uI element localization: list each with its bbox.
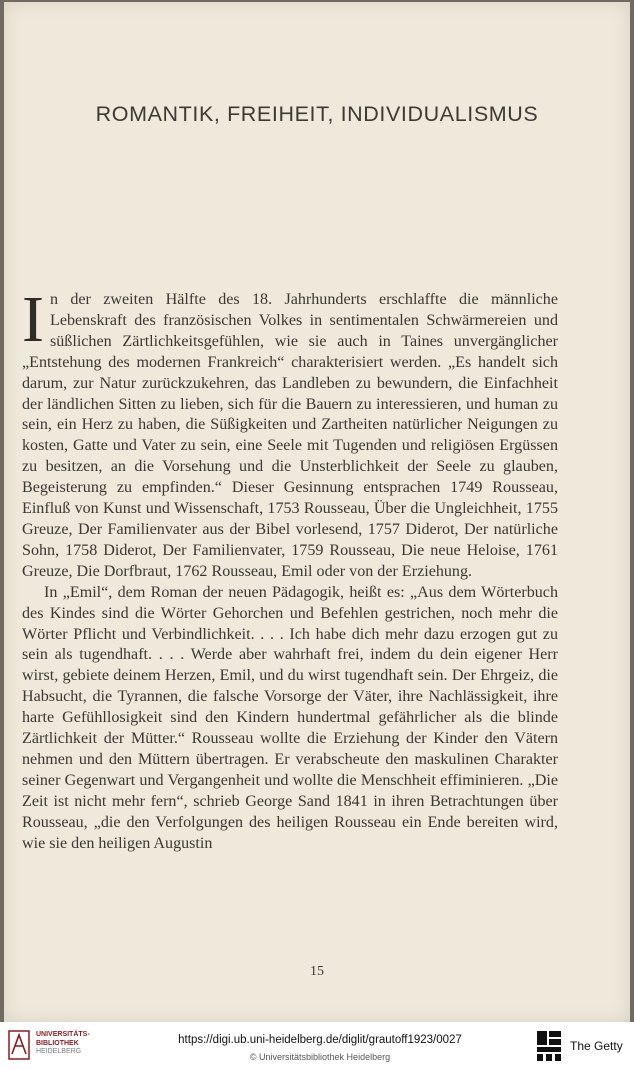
library-name-line-1: UNIVERSITÄTS- bbox=[36, 1031, 90, 1038]
body-text bbox=[22, 283, 558, 854]
copyright-notice: © Universitätsbibliothek Heidelberg bbox=[249, 1052, 391, 1062]
drop-cap: I bbox=[22, 283, 44, 356]
library-name bbox=[36, 1031, 90, 1057]
library-name-line-3: HEIDELBERG bbox=[36, 1048, 82, 1055]
footer-bar bbox=[0, 1022, 634, 1070]
university-library-logo-icon bbox=[8, 1030, 30, 1060]
paragraph-1 bbox=[22, 283, 558, 583]
chapter-title: ROMANTIK, FREIHEIT, INDIVIDUALISMUS bbox=[95, 102, 539, 126]
paragraph-1-text: n der zweiten Hälfte des 18. Jahrhunderts erschlaffte die männliche Lebenskraft des französischen Volkes in sentimentalen Schwärmereien und süßlichen Zärtlichkeitsgefühlen, wie sie auch in Taines unvergänglicher „Entstehung des modernen Frankreich“ charakterisiert werden. „Es handelt sich darum, zur Natur zurückzukehren, das Landleben zu bewundern, die Einfachheit der ländlichen Sitten zu lieben, sich für die Bauern zu interessieren, und human zu sein, ein Herz zu haben, die Süßigkeiten und Zartheiten natürlicher Neigungen zu kosten, Gatte und Vater zu sein, eine Seele mit Tugenden und religiösen Ergüssen zu besitzen, an die Vorsehung und die Unsterblichkeit der Seele zu glauben, Begeisterung zu empfinden.“ Dieser Gesinnung entsprachen 1749 Rousseau, Einfluß von Kunst und Wissenschaft, 1753 Rousseau, Über die Ungleichheit, 1755 Greuze, Der Familienvater aus der Bibel vorlesend, 1757 Diderot, Der natürliche Sohn, 1758 Diderot, Der Familienvater, 1759 Rousseau, Die neue Heloise, 1761 Greuze, Die Dorfbraut, 1762 Rousseau, Emil oder von der Erziehung. bbox=[22, 291, 558, 580]
getty-logo-icon bbox=[536, 1030, 562, 1062]
page-number: 15 bbox=[310, 964, 324, 979]
library-name-line-2: BIBLIOTHEK bbox=[36, 1039, 79, 1047]
book-page bbox=[4, 2, 630, 1022]
source-url-link[interactable]: https://digi.ub.uni-heidelberg.de/diglit/grautoff1923/0027 bbox=[178, 1034, 462, 1046]
getty-name: The Getty bbox=[570, 1039, 623, 1053]
paragraph-2: In „Emil“, dem Roman der neuen Pädagogik, heißt es: „Aus dem Wörterbuch des Kindes sind die Wörter Gehorchen und Befehlen gestrichen, noch mehr die Wörter Pflicht und Verbindlichkeit. . . . Ich habe dich mehr dazu erzogen gut zu sein als tugendhaft. . . . Werde aber wahrhaft frei, indem du dein eigener Herr wirst, gebiete deinem Herzen, Emil, und du wirst tugendhaft sein. Der Ehrgeiz, die Habsucht, die Tyrannen, die falsche Vorsorge der Väter, ihre Nachlässigkeit, ihre harte Gefühllosigkeit sind den Kindern hundertmal gefährlicher als die blinde Zärtlichkeit der Mütter.“ Rousseau wollte die Erziehung der Kinder den Vätern nehmen und den Müttern übertragen. Er verabscheute den maskulinen Charakter seiner Gegenwart und Vergangenheit und wollte die Menschheit effiminieren. „Die Zeit ist nicht mehr fern“, schrieb George Sand 1841 in ihren Betrachtungen über Rousseau, „die den Verfolgungen des heiligen Rousseau ein Ende bereiten wird, wie sie den heiligen Augustin bbox=[22, 583, 558, 852]
